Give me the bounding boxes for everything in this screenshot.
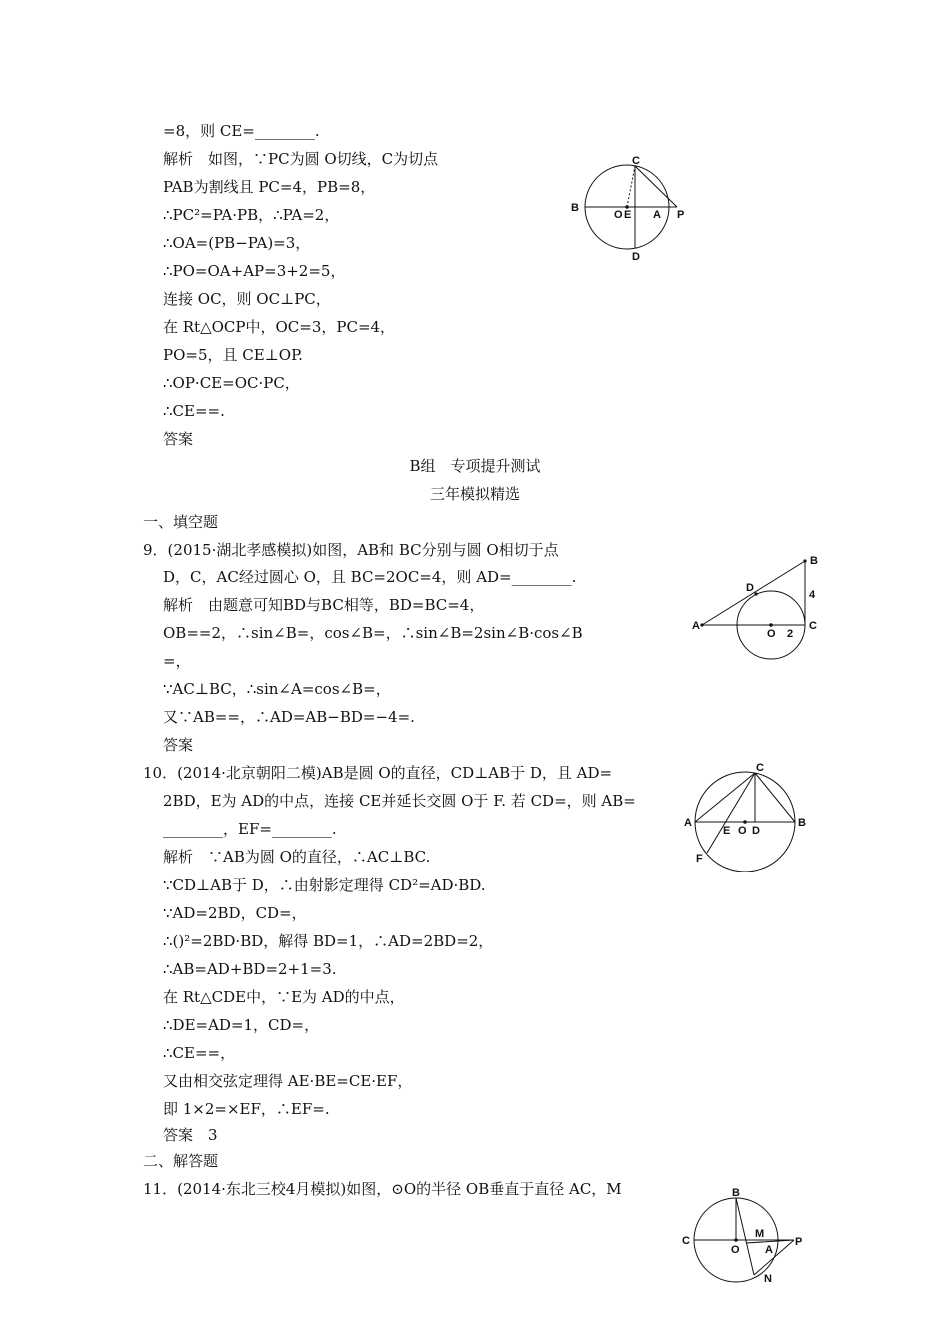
fig3-label-B: B [798, 817, 806, 829]
fig4-label-N: N [764, 1273, 772, 1285]
q10-text: 解析 ∵AB为圆 O的直径，∴AC⊥BC. [163, 848, 431, 866]
q9-text: 又∵AB==，∴AD=AB−BD=−4=. [163, 708, 415, 726]
fig2-label-D: D [746, 582, 754, 594]
text-line: 连接 OC，则 OC⊥PC， [163, 290, 331, 308]
fig4-label-P: P [795, 1236, 803, 1248]
circle-chord-figure-3 [682, 762, 812, 872]
section-heading: 一、填空题 [143, 513, 219, 531]
fig1-label-B: B [571, 202, 579, 214]
q10-text: ∴CE==， [163, 1044, 236, 1062]
q11-text: 11．(2014·东北三校4月模拟)如图，⊙O的半径 OB垂直于直径 AC，M [143, 1180, 622, 1198]
section-title: B组 专项提升测试 [409, 457, 541, 475]
fig1-label-P: P [677, 209, 685, 221]
q10-text: 10．(2014·北京朝阳二模)AB是圆 O的直径，CD⊥AB于 D，且 AD= [143, 764, 613, 782]
q10-text: 2BD，E为 AD的中点，连接 CE并延长交圆 O于 F. 若 CD=，则 AB= [163, 792, 636, 810]
circle-tangent-figure-1 [565, 155, 695, 260]
q10-text: 即 1×2=×EF，∴EF=. [163, 1100, 330, 1118]
fig3-label-F: F [696, 853, 703, 865]
text-line: ∴PO=OA+AP=3+2=5， [163, 262, 346, 280]
q10-text: ∴()²=2BD·BD，解得 BD=1，∴AD=2BD=2， [163, 932, 494, 950]
text-line: ∴CE==. [163, 402, 225, 420]
fig1-label-D: D [632, 251, 640, 260]
fig3-label-O: O [738, 825, 747, 837]
fig1-label-E: E [624, 209, 632, 221]
section-subtitle: 三年模拟精选 [429, 485, 520, 503]
fig1-label-A: A [653, 209, 661, 221]
circle-tangent-figure-2 [690, 550, 830, 665]
text-line: ∴OP·CE=OC·PC， [163, 374, 300, 392]
q10-text: ∴AB=AD+BD=2+1=3. [163, 960, 337, 978]
q10-text: 又由相交弦定理得 AE·BE=CE·EF， [163, 1072, 413, 1090]
text-line: 解析 如图，∵PC为圆 O切线，C为切点 [163, 150, 439, 168]
text-line: PO=5，且 CE⊥OP. [163, 346, 303, 364]
q10-text: ________，EF=________. [163, 820, 337, 838]
text-line: 在 Rt△OCP中，OC=3，PC=4， [163, 318, 396, 336]
text-line: =8，则 CE=________. [163, 122, 320, 140]
q10-text: 在 Rt△CDE中，∵E为 AD的中点， [163, 988, 405, 1006]
q9-text: =， [163, 652, 191, 670]
fig4-label-C: C [682, 1235, 690, 1247]
q10-text: ∵AD=2BD，CD=， [163, 904, 307, 922]
q9-text: D，C，AC经过圆心 O，且 BC=2OC=4，则 AD=________. [163, 568, 577, 586]
q9-text: OB==2，∴sin∠B=，cos∠B=，∴sin∠B=2sin∠B·cos∠B [163, 624, 583, 642]
q10-text: ∵CD⊥AB于 D，∴由射影定理得 CD²=AD·BD. [163, 876, 486, 894]
text-line: ∴OA=(PB−PA)=3， [163, 234, 311, 252]
circle-secant-figure-4 [680, 1185, 810, 1285]
fig2-len-BC: 4 [809, 589, 816, 601]
q9-text: 解析 由题意可知BD与BC相等，BD=BC=4， [163, 596, 485, 614]
fig2-label-B: B [810, 555, 818, 567]
answer-label: 答案 [163, 430, 194, 448]
answer-label: 答案 3 [163, 1126, 218, 1144]
fig3-label-A: A [684, 817, 692, 829]
q10-text: ∴DE=AD=1，CD=， [163, 1016, 320, 1034]
fig1-label-O: O [614, 209, 623, 221]
fig3-label-C: C [756, 762, 764, 774]
q9-text: ∵AC⊥BC，∴sin∠A=cos∠B=， [163, 680, 391, 698]
fig1-label-C: C [632, 155, 640, 167]
fig2-len-OC: 2 [787, 628, 794, 640]
fig2-label-O: O [767, 628, 776, 640]
text-line: ∴PC²=PA·PB，∴PA=2， [163, 206, 340, 224]
fig4-label-M: M [755, 1228, 765, 1240]
fig3-label-D: D [752, 825, 760, 837]
text-line: PAB为割线且 PC=4，PB=8， [163, 178, 376, 196]
answer-label: 答案 [163, 736, 194, 754]
fig4-label-O: O [731, 1244, 740, 1256]
fig3-label-E: E [723, 825, 731, 837]
fig2-label-C: C [809, 620, 817, 632]
fig2-label-A: A [692, 620, 700, 632]
q9-text: 9．(2015·湖北孝感模拟)如图，AB和 BC分别与圆 O相切于点 [143, 541, 559, 559]
fig4-label-B: B [732, 1187, 740, 1199]
fig4-label-A: A [765, 1244, 773, 1256]
section-heading: 二、解答题 [143, 1152, 219, 1170]
